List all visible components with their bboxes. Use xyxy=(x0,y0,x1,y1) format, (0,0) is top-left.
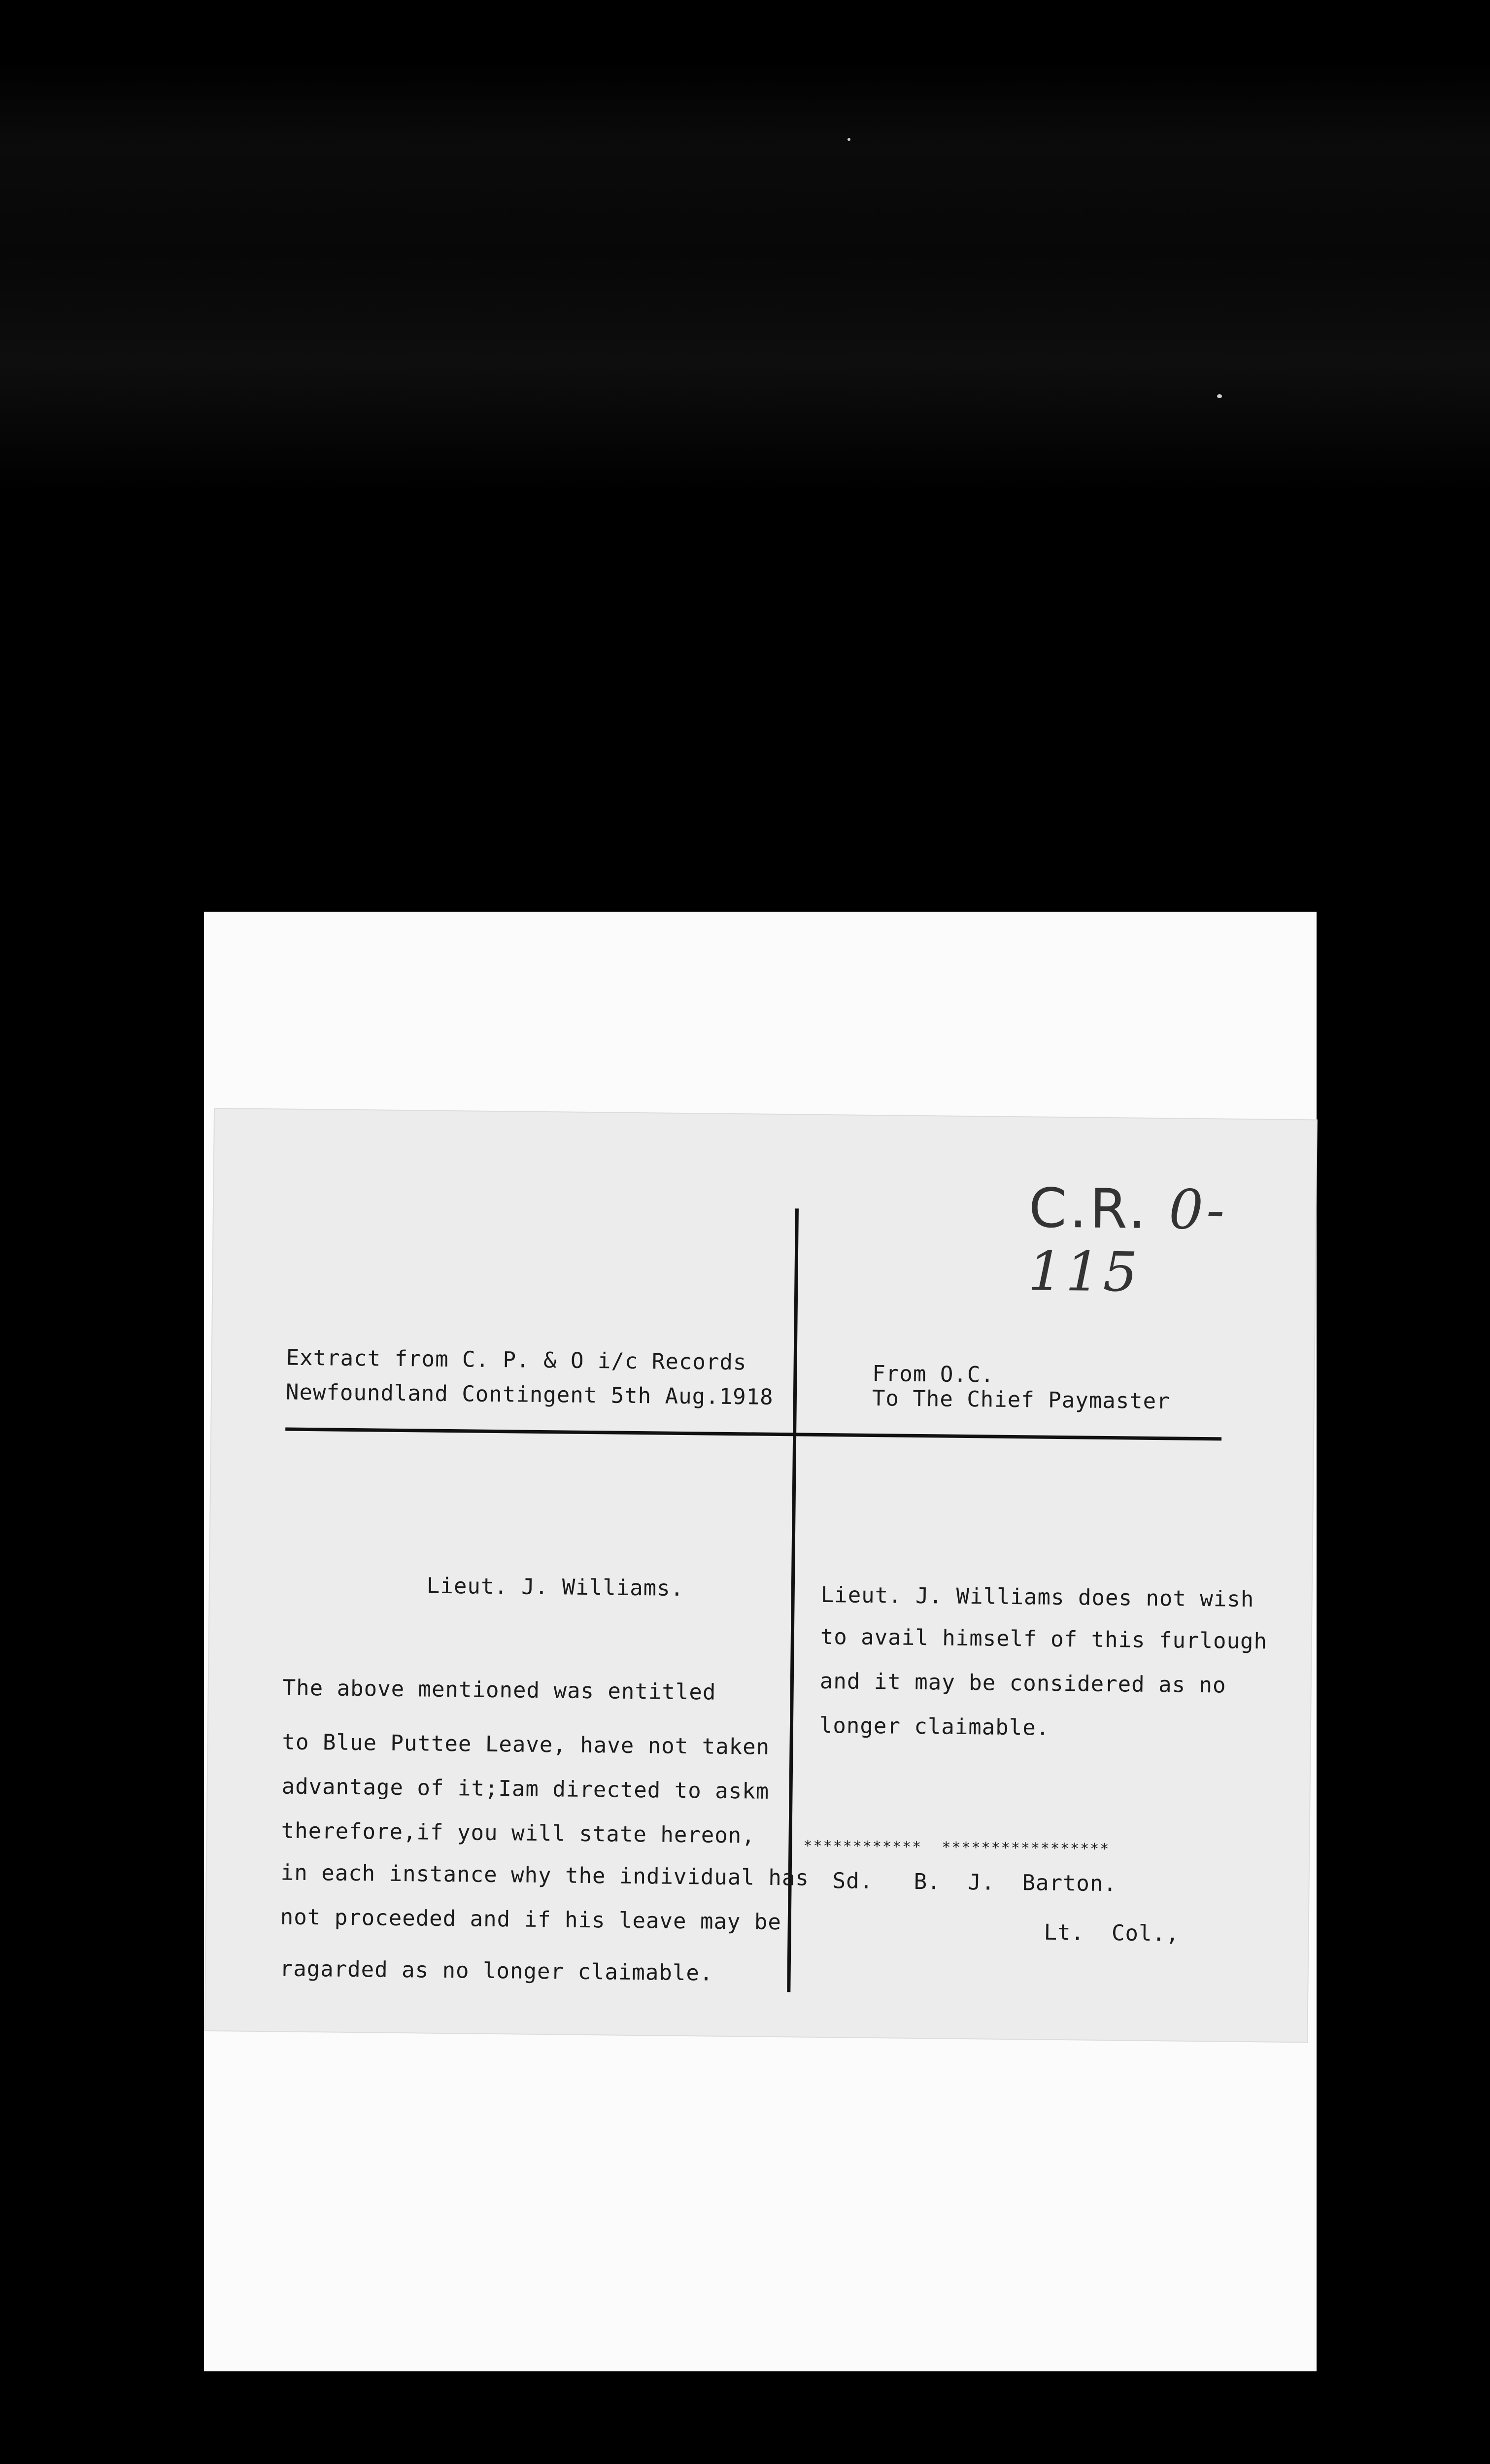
signature-line1: Sd. B. J. Barton. xyxy=(832,1868,1118,1897)
right-body-line: longer claimable. xyxy=(819,1712,1050,1741)
scan-dark-band xyxy=(0,59,1490,493)
right-body-line: to avail himself of this furlough xyxy=(820,1624,1268,1654)
right-body-line: Lieut. J. Williams does not wish xyxy=(820,1582,1254,1612)
left-body-line: ragarded as no longer claimable. xyxy=(279,1956,713,1986)
left-body-line: to Blue Puttee Leave, have not taken xyxy=(282,1729,770,1760)
scan-speck xyxy=(847,138,850,141)
left-body-line: not proceeded and if his leave may be xyxy=(280,1904,782,1935)
signature-line2: Lt. Col., xyxy=(1044,1919,1180,1947)
handwritten-ref-number: 0-115 xyxy=(1027,1178,1228,1304)
left-body-name: Lieut. J. Williams. xyxy=(426,1573,684,1602)
asterisk-row: ************ ***************** xyxy=(803,1837,1110,1858)
left-header-line1: Extract from C. P. & O i/c Records xyxy=(286,1345,747,1375)
right-header-line2: To The Chief Paymaster xyxy=(872,1386,1170,1414)
right-body-line: and it may be considered as no xyxy=(819,1668,1226,1698)
left-body-line: The above mentioned was entitled xyxy=(282,1675,716,1705)
left-body-line: in each instance why the individual has xyxy=(280,1860,810,1891)
left-header-line2: Newfoundland Contingent 5th Aug.1918 xyxy=(285,1379,774,1410)
left-body-line: advantage of it;Iam directed to askm xyxy=(281,1774,770,1804)
left-body-line: therefore,if you will state hereon, xyxy=(281,1818,756,1848)
scan-speck xyxy=(1217,394,1222,398)
handwritten-reference xyxy=(1028,1176,1316,1305)
record-card xyxy=(205,1109,1316,2042)
right-header-line1: From O.C. xyxy=(872,1361,995,1388)
horizontal-divider xyxy=(285,1428,1221,1441)
handwritten-ref-prefix: C.R. xyxy=(1028,1176,1149,1241)
